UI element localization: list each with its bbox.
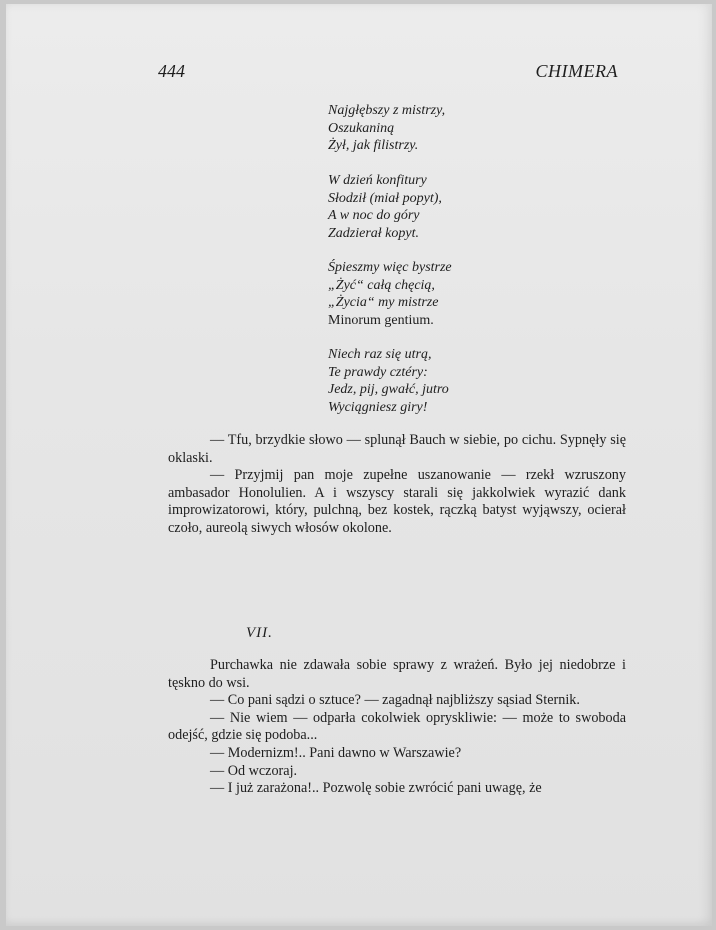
paragraph: — Nie wiem — odparła cokolwiek opryskliwie: — może to swoboda odejść, gdzie się podoba... (168, 709, 626, 744)
paragraph: — Przyjmij pan moje zupełne uszanowanie — rzekł wzruszony ambasador Honolulien. A i wszyscy starali się jakkolwiek wyrazić dank improwizatorowi, który, pulchną, bez kostek, rączką batyst wyjąwszy, ocierał czoło, aureolą siwych włosów okolone. (168, 467, 626, 536)
poem-stanza-1 (328, 102, 588, 155)
running-title: CHIMERA (535, 61, 618, 81)
poem-line: Śpieszmy więc bystrze (328, 260, 452, 275)
poem-line: W dzień konfitury (328, 173, 427, 188)
poem-line: Minorum gentium. (328, 312, 434, 328)
paragraph: — Modernizm!.. Pani dawno w Warszawie? (210, 744, 462, 761)
poem-line: Niech raz się utrą, (328, 347, 432, 362)
prose-block-2 (168, 657, 626, 798)
prose-block-1 (168, 432, 626, 538)
poem-stanza-3 (328, 259, 588, 329)
page-number: 444 (158, 61, 185, 81)
poem-stanza-2 (328, 172, 588, 242)
poem-line: Te prawdy cztéry: (328, 364, 428, 380)
poem-stanza-4 (328, 346, 588, 416)
poem-line: Słodził (miał popyt), (328, 190, 442, 206)
poem-line: Wyciągniesz giry! (328, 399, 428, 415)
poem-line: Najgłębszy z mistrzy, (328, 103, 446, 118)
poem-line: Żył, jak filistrzy. (328, 138, 419, 153)
poem-line: „Żyć“ całą chęcią, (328, 277, 435, 293)
paragraph: — I już zarażona!.. Pozwolę sobie zwrócić pani uwagę, że (210, 780, 542, 797)
poem-line: Zadzierał kopyt. (328, 225, 419, 241)
poem-line: A w noc do góry (328, 208, 420, 223)
chapter-heading: VII. (246, 625, 273, 641)
book-page (6, 4, 712, 926)
paragraph: — Od wczoraj. (210, 762, 298, 779)
poem-line: Jedz, pij, gwałć, jutro (328, 382, 449, 397)
paragraph: — Tfu, brzydkie słowo — splunął Bauch w siebie, po cichu. Sypnęły się oklaski. (168, 432, 626, 466)
paragraph: — Co pani sądzi o sztuce? — zagadnął najbliższy sąsiad Sternik. (210, 692, 580, 709)
poem-line: „Życia“ my mistrze (328, 295, 439, 310)
poem-line: Oszukaniną (328, 120, 395, 136)
paragraph: Purchawka nie zdawała sobie sprawy z wrażeń. Było jej niedobrze i tęskno do wsi. (168, 657, 626, 691)
